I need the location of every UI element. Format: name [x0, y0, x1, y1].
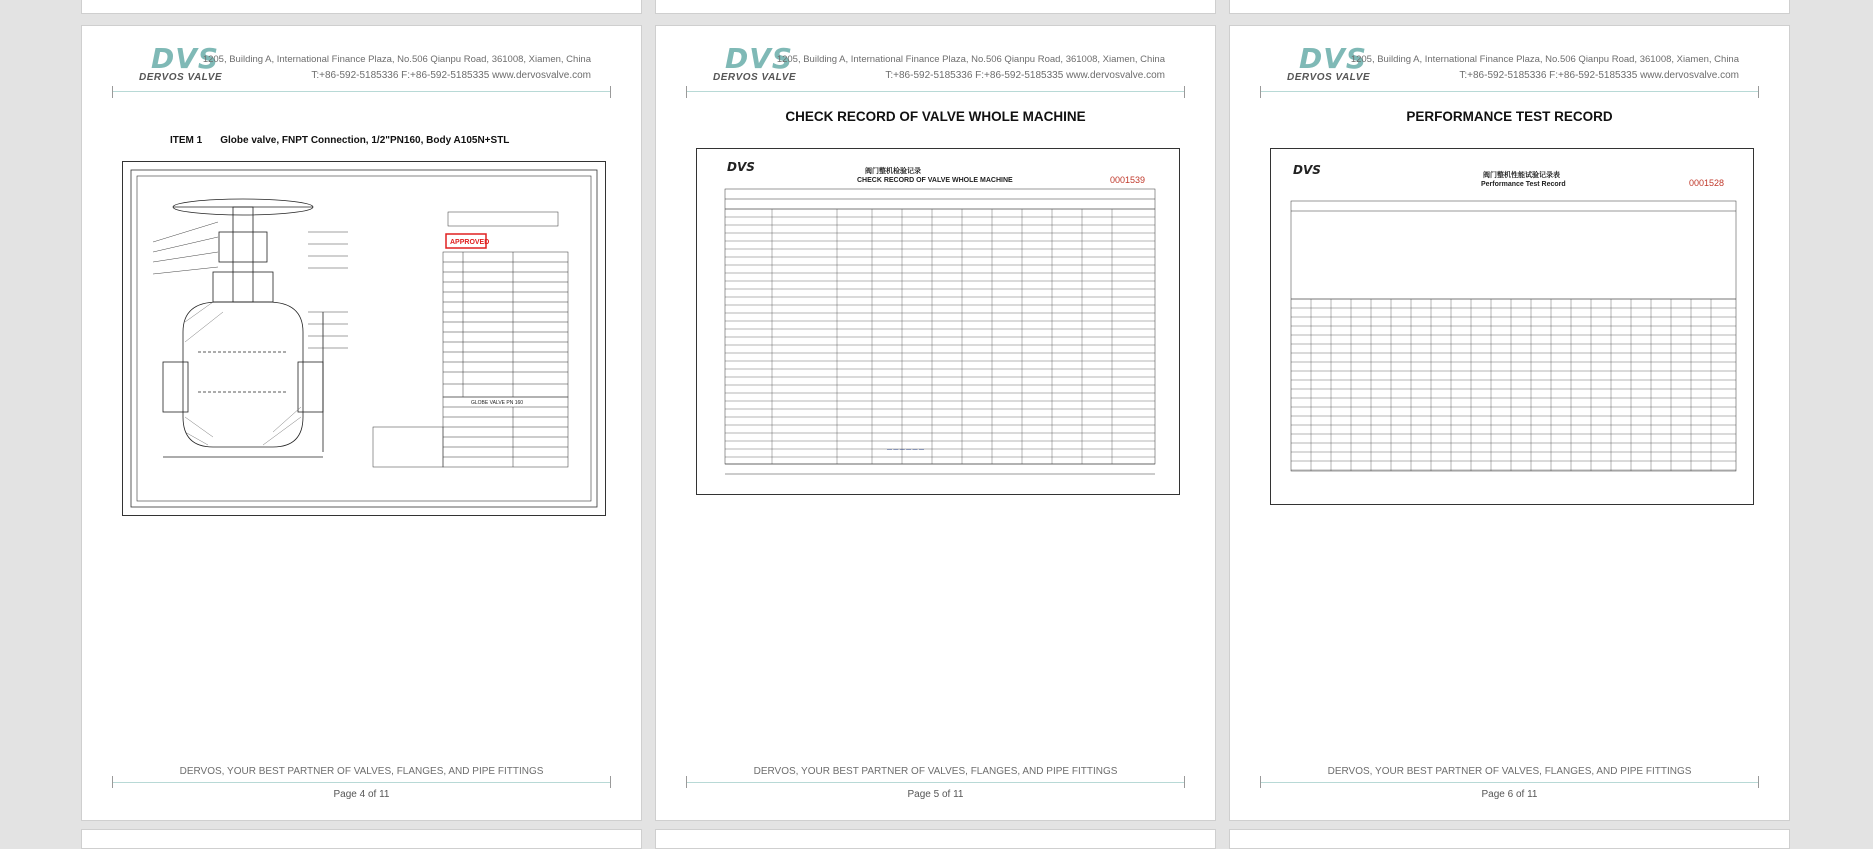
svg-text:阀门整机检验记录: 阀门整机检验记录 — [865, 167, 921, 175]
next-page-edge-3 — [1229, 829, 1790, 849]
header-rule — [686, 91, 1185, 92]
company-logo: DVS DERVOS VALVE — [139, 42, 223, 83]
svg-text:— — — — — —: — — — — — — — [887, 447, 924, 453]
company-address: 1205, Building A, International Finance Plaza, No.506 Qianpu Road, 361008, Xiamen, China — [1350, 54, 1739, 65]
document-page-6 — [1229, 25, 1790, 821]
next-page-edge-1 — [81, 829, 642, 849]
svg-text:APPROVED: APPROVED — [450, 239, 490, 246]
svg-text:阀门整机性能试验记录表: 阀门整机性能试验记录表 — [1483, 171, 1560, 179]
previous-page-edge-2 — [655, 0, 1216, 14]
valve-drawing — [122, 161, 606, 516]
svg-text:0001539: 0001539 — [1110, 175, 1146, 185]
check-record-scan — [696, 148, 1180, 495]
footer-rule — [112, 782, 611, 783]
footer-slogan: DERVOS, YOUR BEST PARTNER OF VALVES, FLANGES, AND PIPE FITTINGS — [753, 766, 1118, 777]
company-contact: T:+86-592-5185336 F:+86-592-5185335 www.dervosvalve.com — [885, 70, 1165, 81]
company-address: 1205, Building A, International Finance Plaza, No.506 Qianpu Road, 361008, Xiamen, China — [202, 54, 591, 65]
performance-test-scan — [1270, 148, 1754, 505]
page-number: Page 4 of 11 — [333, 789, 390, 800]
page-title: PERFORMANCE TEST RECORD — [1406, 109, 1613, 124]
header-rule — [1260, 91, 1759, 92]
footer-rule — [1260, 782, 1759, 783]
company-logo: DVS DERVOS VALVE — [1287, 42, 1371, 83]
page-number: Page 5 of 11 — [907, 789, 964, 800]
item-caption: ITEM 1 Globe valve, FNPT Connection, 1/2"PN160, Body A105N+STL — [170, 135, 510, 146]
header-rule — [112, 91, 611, 92]
svg-text:DVS: DVS — [1293, 163, 1321, 177]
svg-text:0001528: 0001528 — [1689, 178, 1725, 188]
document-page-5 — [655, 25, 1216, 821]
company-contact: T:+86-592-5185336 F:+86-592-5185335 www.dervosvalve.com — [311, 70, 591, 81]
company-address: 1205, Building A, International Finance Plaza, No.506 Qianpu Road, 361008, Xiamen, China — [776, 54, 1165, 65]
footer-rule — [686, 782, 1185, 783]
footer-slogan: DERVOS, YOUR BEST PARTNER OF VALVES, FLANGES, AND PIPE FITTINGS — [179, 766, 544, 777]
footer-slogan: DERVOS, YOUR BEST PARTNER OF VALVES, FLANGES, AND PIPE FITTINGS — [1327, 766, 1692, 777]
svg-text:GLOBE VALVE PN 160: GLOBE VALVE PN 160 — [471, 400, 524, 406]
company-logo: DVS DERVOS VALVE — [713, 42, 797, 83]
svg-text:CHECK RECORD OF VALVE WHOLE M: CHECK RECORD OF VALVE WHOLE MACHINE — [857, 177, 1013, 184]
svg-text:Performance Test Record: Performance Test Record — [1481, 181, 1566, 188]
company-contact: T:+86-592-5185336 F:+86-592-5185335 www.dervosvalve.com — [1459, 70, 1739, 81]
page-title: CHECK RECORD OF VALVE WHOLE MACHINE — [785, 109, 1086, 124]
page-number: Page 6 of 11 — [1481, 789, 1538, 800]
document-page-4 — [81, 25, 642, 821]
previous-page-edge-1 — [81, 0, 642, 14]
svg-text:DVS: DVS — [727, 160, 755, 174]
next-page-edge-2 — [655, 829, 1216, 849]
previous-page-edge-3 — [1229, 0, 1790, 14]
